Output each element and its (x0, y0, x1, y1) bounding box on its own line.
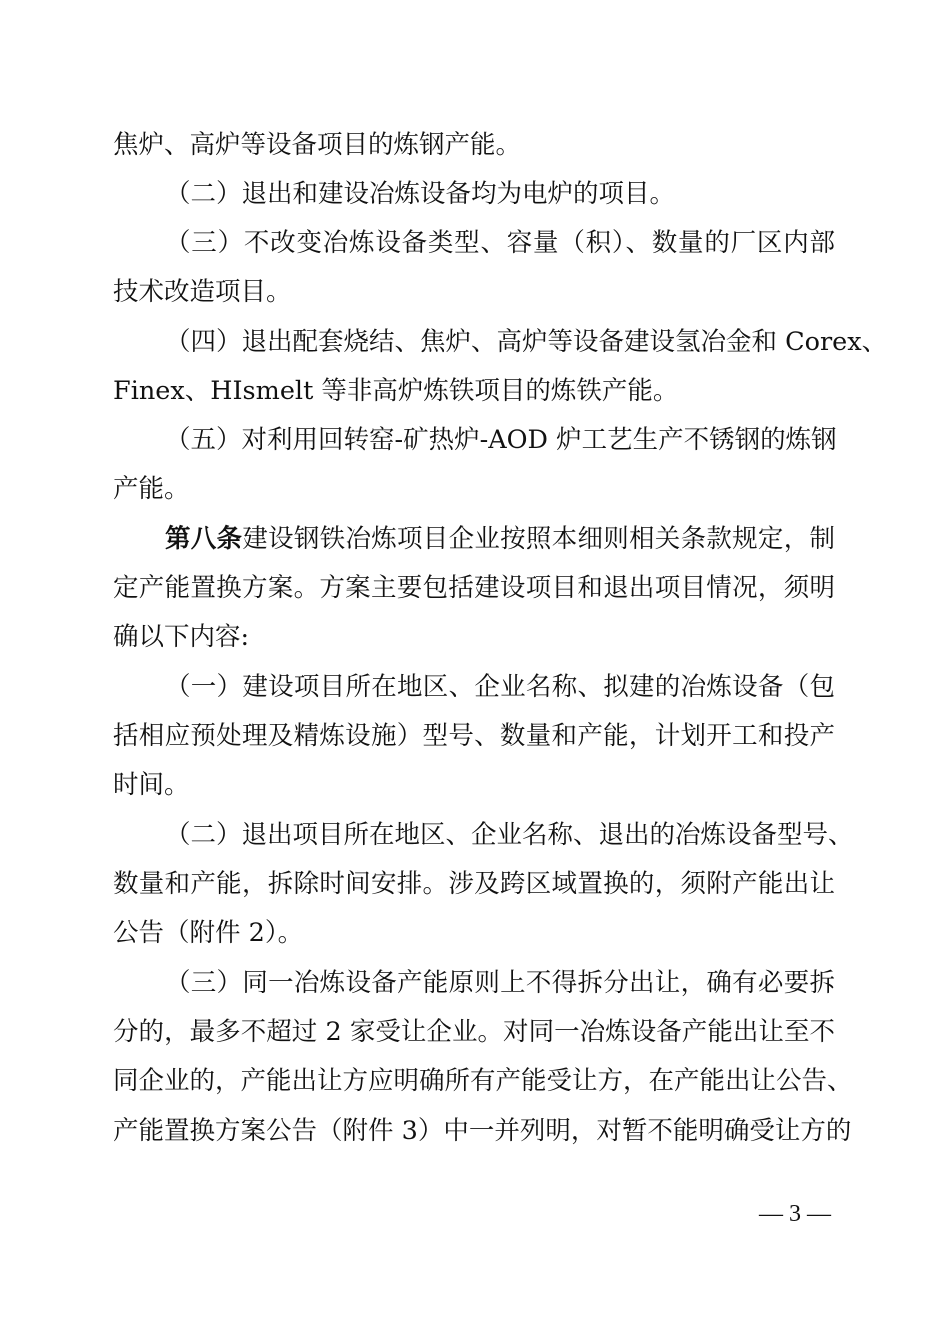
article-8-text: 建设钢铁冶炼项目企业按照本细则相关条款规定，制 (242, 524, 835, 554)
text-line: 技术改造项目。 (113, 277, 292, 307)
text-line: 括相应预处理及精炼设施）型号、数量和产能，计划开工和投产 (113, 721, 835, 751)
text-line: （二）退出和建设冶炼设备均为电炉的项目。 (165, 179, 676, 209)
article-heading: 第八条 (165, 524, 243, 554)
text-line: （五）对利用回转窑-矿热炉-AOD 炉工艺生产不锈钢的炼钢 (165, 425, 837, 455)
text-line: （三）不改变冶炼设备类型、容量（积）、数量的厂区内部 (165, 228, 835, 258)
article-8-first-line (165, 522, 835, 556)
text-line: 同企业的，产能出让方应明确所有产能受让方，在产能出让公告、 (113, 1066, 853, 1096)
text-line: 数量和产能，拆除时间安排。涉及跨区域置换的，须附产能出让 (113, 869, 835, 899)
text-line: 分的，最多不超过 2 家受让企业。对同一冶炼设备产能出让至不 (113, 1017, 835, 1047)
text-line: 定产能置换方案。方案主要包括建设项目和退出项目情况，须明 (113, 573, 835, 603)
text-line: （一）建设项目所在地区、企业名称、拟建的冶炼设备（包 (165, 672, 835, 702)
text-line: 时间。 (113, 770, 190, 800)
text-line: 确以下内容: (113, 622, 250, 652)
text-line: （三）同一冶炼设备产能原则上不得拆分出让，确有必要拆 (165, 968, 835, 998)
text-line: 产能。 (113, 474, 190, 504)
text-line: 公告（附件 2）。 (113, 918, 304, 948)
text-line: （二）退出项目所在地区、企业名称、退出的冶炼设备型号、 (165, 820, 854, 850)
text-line: （四）退出配套烧结、焦炉、高炉等设备建设氢冶金和 Corex、 (165, 327, 888, 357)
text-line: 焦炉、高炉等设备项目的炼钢产能。 (113, 130, 522, 160)
page-number: — 3 — (759, 1201, 831, 1227)
text-line: Finex、HIsmelt 等非高炉炼铁项目的炼铁产能。 (113, 376, 679, 406)
text-line: 产能置换方案公告（附件 3）中一并列明，对暂不能明确受让方的 (113, 1116, 852, 1146)
